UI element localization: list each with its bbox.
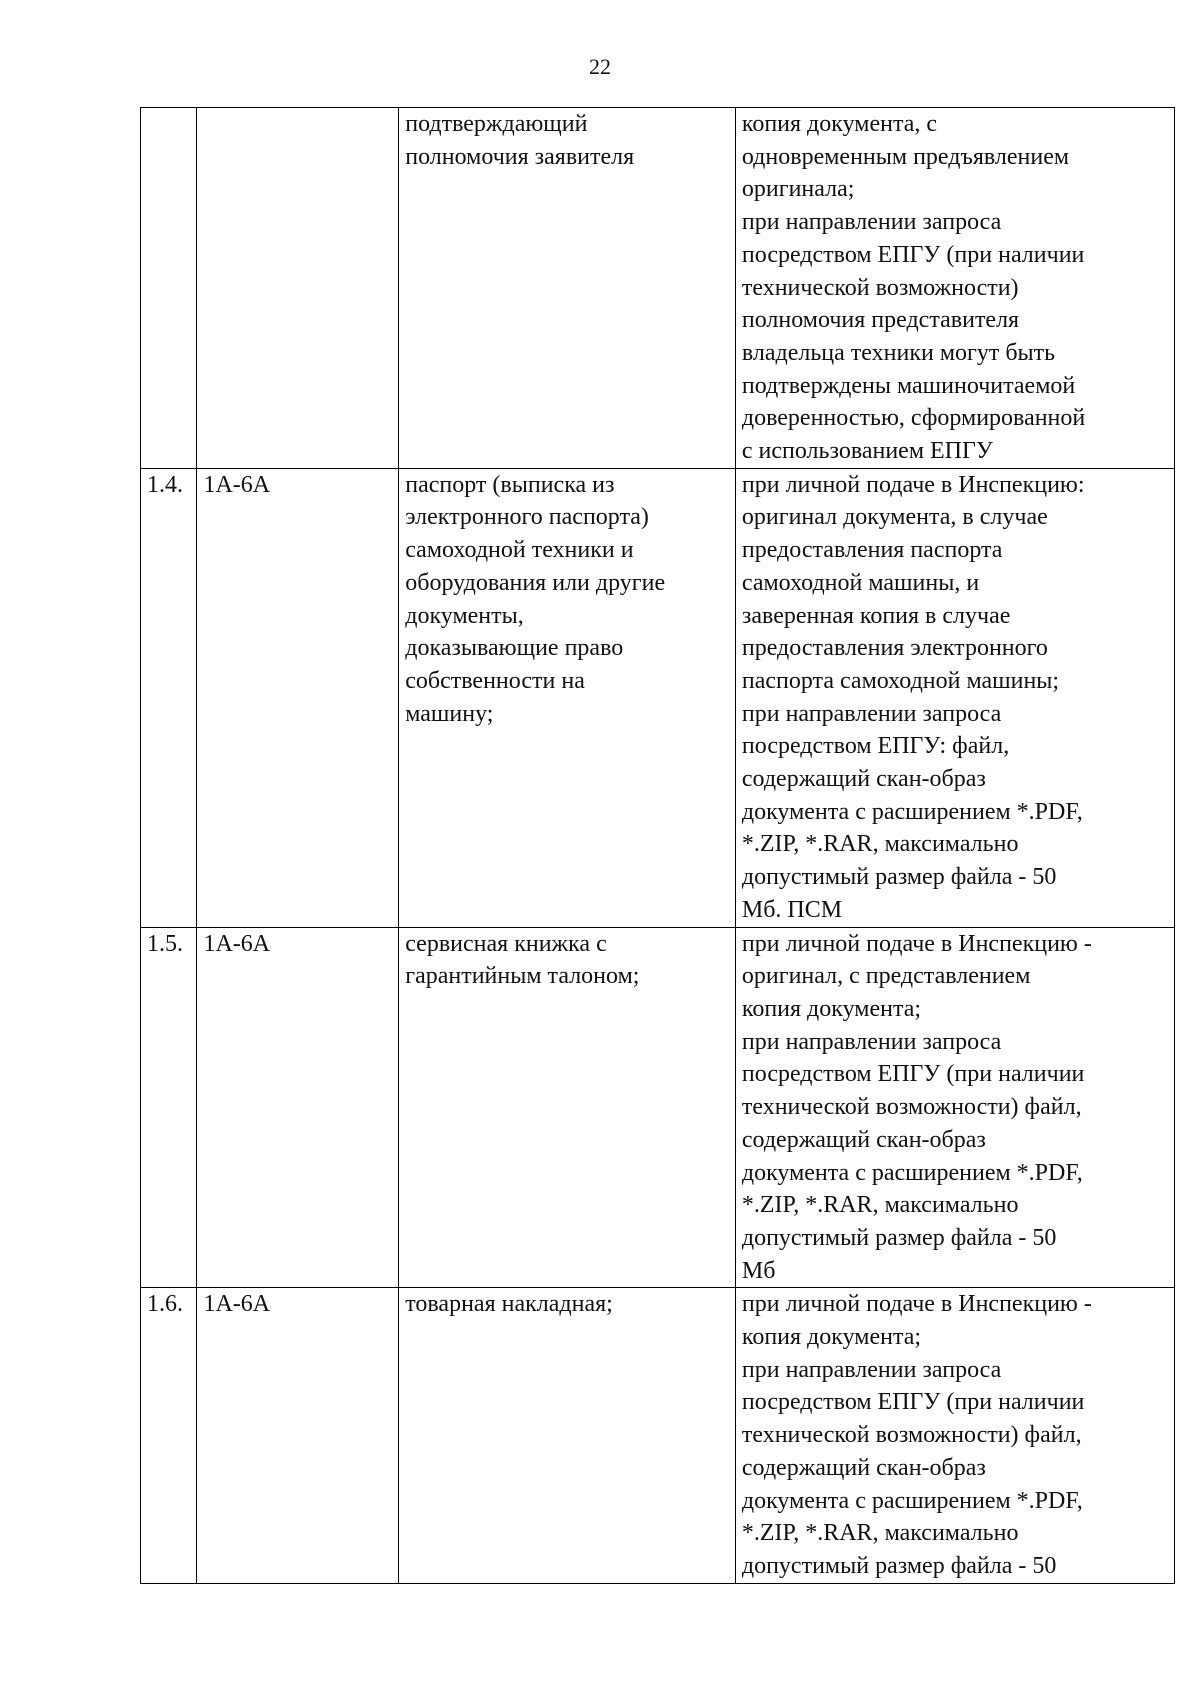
page-number: 22 xyxy=(589,54,611,79)
row-number: 1.6. xyxy=(147,1291,183,1318)
row-code-cell xyxy=(197,927,399,1288)
row-code: 1А-6А xyxy=(203,471,271,498)
table-row xyxy=(141,108,1175,469)
row-form: при личной подаче в Инспекцию: оригинал документа, в случае предоставления паспорта самоходной машины, и заверенная копия в случае предоставления электронного паспорта самоходной машины; при направлении запроса посредством ЕПГУ: файл, содержащий скан-образ документа с расширением *.PDF, *.ZIP, *.RAR, максимально допустимый размер файла - 50 Мб. ПСМ xyxy=(741,471,1085,923)
row-number: 1.5. xyxy=(147,930,183,957)
row-document-cell xyxy=(399,468,736,927)
row-document-cell xyxy=(399,927,736,1288)
table-row xyxy=(141,927,1175,1288)
row-form-cell xyxy=(735,108,1174,469)
row-code-cell xyxy=(197,1288,399,1583)
row-code-cell xyxy=(197,108,399,469)
row-form-cell xyxy=(735,468,1174,927)
row-number-cell xyxy=(141,1288,197,1583)
row-document: подтверждающий полномочия заявителя xyxy=(405,111,635,170)
row-document-cell xyxy=(399,108,736,469)
row-form: копия документа, с одновременным предъявлением оригинала; при направлении запроса посредством ЕПГУ (при наличии технической возможности) полномочия представителя владельца техники могут быть подтверждены машиночитаемой доверенностью, сформированной с использованием ЕПГУ xyxy=(741,111,1086,465)
row-document-cell xyxy=(399,1288,736,1583)
row-form: при личной подаче в Инспекцию - копия документа; при направлении запроса посредством ЕПГУ (при наличии технической возможности) файл, содержащий скан-образ документа с расширением *.PDF, *.ZIP, *.RAR, максимально допустимый размер файла - 50 xyxy=(741,1291,1092,1579)
row-form-cell xyxy=(735,927,1174,1288)
row-number-cell xyxy=(141,927,197,1288)
row-document: паспорт (выписка из электронного паспорта) самоходной техники и оборудования или другие документы, доказывающие право собственности на машину; xyxy=(405,471,666,727)
table-row xyxy=(141,468,1175,927)
table-row xyxy=(141,1288,1175,1583)
row-code: 1А-6А xyxy=(203,1291,271,1318)
row-form: при личной подаче в Инспекцию - оригинал, с представлением копия документа; при направлении запроса посредством ЕПГУ (при наличии технической возможности) файл, содержащий скан-образ документа с расширением *.PDF, *.ZIP, *.RAR, максимально допустимый размер файла - 50 Мб xyxy=(741,930,1092,1284)
row-number-cell xyxy=(141,468,197,927)
row-document: товарная накладная; xyxy=(405,1291,613,1318)
row-number-cell xyxy=(141,108,197,469)
documents-table xyxy=(140,107,1175,1584)
row-form-cell xyxy=(735,1288,1174,1583)
row-code-cell xyxy=(197,468,399,927)
row-number: 1.4. xyxy=(147,471,183,498)
row-code: 1А-6А xyxy=(203,930,271,957)
row-document: сервисная книжка с гарантийным талоном; xyxy=(405,930,640,990)
